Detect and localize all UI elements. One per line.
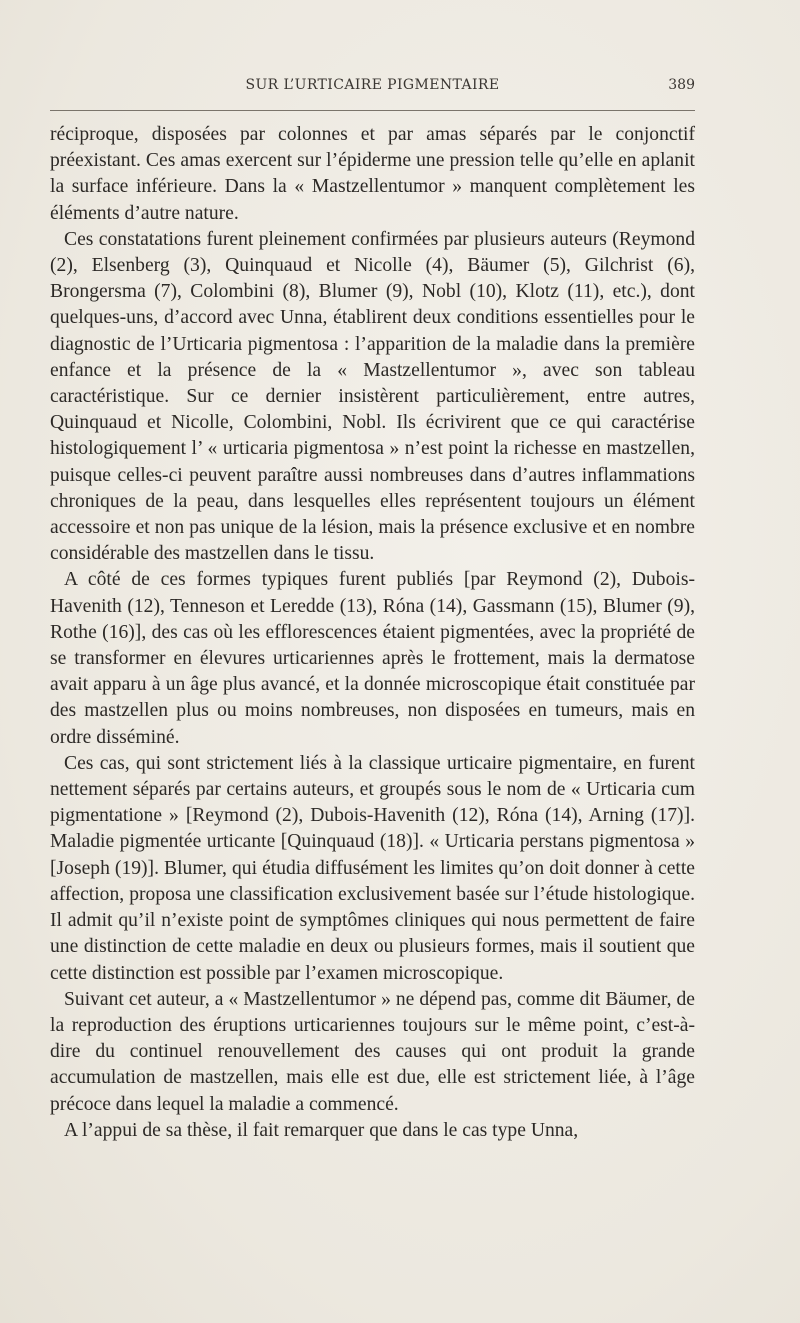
page-header (50, 75, 695, 97)
running-title: SUR L’URTICAIRE PIGMENTAIRE (245, 77, 500, 93)
paragraph: Ces constatations furent pleinement confirmées par plusieurs auteurs (Reymond (2), Elsenberg (3), Quinquaud et Nicolle (4), Bäumer (5), Gilchrist (6), Brongersma (7), Colombini (8), Blumer (9), Nobl (10), Klotz (11), etc.), dont quelques-uns, d’accord avec Unna, établirent deux conditions essentielles pour le diagnostic de l’Urticaria pigmentosa : l’apparition de la maladie dans la première enfance et la présence de la « Mastzellentumor », avec son tableau caractéristique. Sur ce dernier insistèrent particulièrement, entre autres, Quinquaud et Nicolle, Colombini, Nobl. Ils écrivirent que ce qui caractérise histologiquement l’ « urticaria pigmentosa » n’est point la richesse en mastzellen, puisque celles-ci peuvent paraître aussi nombreuses dans d’autres inflammations chroniques de la peau, dans lesquelles elles représentent toujours un élément accessoire et non pas unique de la lésion, mais la présence exclusive et en nombre considérable des mastzellen dans le tissu. (50, 228, 695, 565)
paragraph: A côté de ces formes typiques furent publiés [par Reymond (2), Dubois-Havenith (12), Tenneson et Leredde (13), Róna (14), Gassmann (15), Blumer (9), Rothe (16)], des cas où les efflorescences étaient pigmentées, avec la propriété de se transformer en élevures urticariennes après le frottement, mais la dermatose avait apparu à un âge plus avancé, et la donnée microscopique était constituée par des mastzellen plus ou moins nombreuses, non disposées en tumeurs, mais en ordre disséminé. (50, 569, 695, 748)
body-text (50, 122, 695, 1144)
page-number: 389 (668, 77, 695, 93)
header-rule (50, 110, 695, 111)
paragraph: A l’appui de sa thèse, il fait remarquer que dans le cas type Unna, (64, 1119, 579, 1141)
paragraph: Ces cas, qui sont strictement liés à la classique urticaire pigmentaire, en furent nettement séparés par certains auteurs, et groupés sous le nom de « Urticaria cum pigmentatione » [Reymond (2), Dubois-Havenith (12), Róna (14), Arning (17)]. Maladie pigmentée urticante [Quinquaud (18)]. « Urticaria perstans pigmentosa » [Joseph (19)]. Blumer, qui étudia diffusément les limites qu’on doit donner à cette affection, proposa une classification exclusivement basée sur l’étude histologique. Il admit qu’il n’existe point de symptômes cliniques qui nous permettent de faire une distinction de cette maladie en deux ou plusieurs formes, mais il soutient que cette distinction est possible par l’examen microscopique. (50, 752, 695, 984)
paragraph-continuation: réciproque, disposées par colonnes et par amas séparés par le conjonctif préexistant. Ces amas exercent sur l’épiderme une pression telle qu’elle en aplanit la surface inférieure. Dans la « Mastzellentumor » manquent complètement les éléments d’autre nature. (50, 124, 695, 224)
paragraph: Suivant cet auteur, a « Mastzellentumor » ne dépend pas, comme dit Bäumer, de la reproduction des éruptions urticariennes toujours sur le même point, c’est-à-dire du continuel renouvellement des causes qui ont produit la grande accumulation de mastzellen, mais elle est due, elle est strictement liée, à l’âge précoce dans lequel la maladie a commencé. (50, 988, 695, 1115)
